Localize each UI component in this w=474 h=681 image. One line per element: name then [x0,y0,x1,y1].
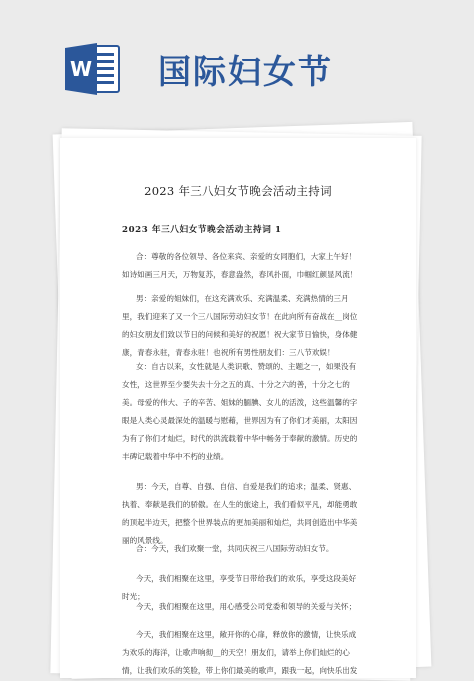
paragraph: 今天，我们相聚在这里，享受节日带给我们的欢乐，享受这段美好时光； [122,574,357,601]
paragraph: 今天，我们相聚在这里，敞开你的心扉，释放你的激情，让快乐成为欢乐的海洋，让歌声响彻__的天空！朋友们，请举上你们灿烂的心情，让我们欢乐的笑脸，带上你们最美的歌声，跟我一起，向快乐出发 [122,630,358,675]
document-subtitle: 2023 年三八妇女节晚会活动主持词 1 [122,225,282,235]
paragraph: 男：今天，自尊、自强、自信、自爱是我们的追求；温柔、贤惠、执着、奉献是我们的骄傲。在人生的旅途上，我们看似平凡，却能勇敢的顶起半边天，把整个世界装点的更加美丽和灿烂，共同创造出中华美丽的风景线。 [122,482,358,545]
paragraph: 今天，我们相聚在这里，用心感受公司党委和领导的关爱与关怀； [136,602,357,611]
document-page [60,138,416,678]
paragraph: 合：今天，我们欢聚一堂，共同庆祝三八国际劳动妇女节。 [136,544,334,553]
paragraph: 女：自古以来，女性就是人类识歌、赞颂的、主题之一，如果没有女性，这世界至少要失去十分之五的真、十分之六的善，十分之七的美。母爱的伟大、子的辛苦、姐妹的腼腆、女儿的活泼，这些温馨的字眼是人类心灵最深处的温暖与慰藉，世界因为有了你们才美丽，太阳因为有了你们才灿烂，时代的洪流载着中华中畅务于奉献的激情。历史的丰碑记载着中华中不朽的业绩。 [122,362,358,461]
document-title: 2023 年三八妇女节晚会活动主持词 [144,184,332,198]
word-icon [63,40,121,98]
paragraph: 合：尊敬的各位领导、各位来宾、亲爱的女同胞们，大家上午好！如诗如画三月天，万物复苏，春意盎然，春风扑面，巾帼红颜显风流！ [122,252,358,279]
header-title: 国际妇女节 [158,52,333,91]
document-pages [52,128,424,673]
paragraph: 男：亲爱的姐妹们，在这充满欢乐、充满温柔、充满热情的三月里，我们迎来了又一个三八国际劳动妇女节！在此向所有奋战在__岗位的妇女朋友们致以节日的问候和美好的祝愿！祝大家节日愉快，身体健康，青春永驻，青春永驻！也祝所有男性朋友们：三八节欢娱！ [122,294,358,357]
header [0,0,474,110]
word-logo-letter: W [69,57,93,81]
